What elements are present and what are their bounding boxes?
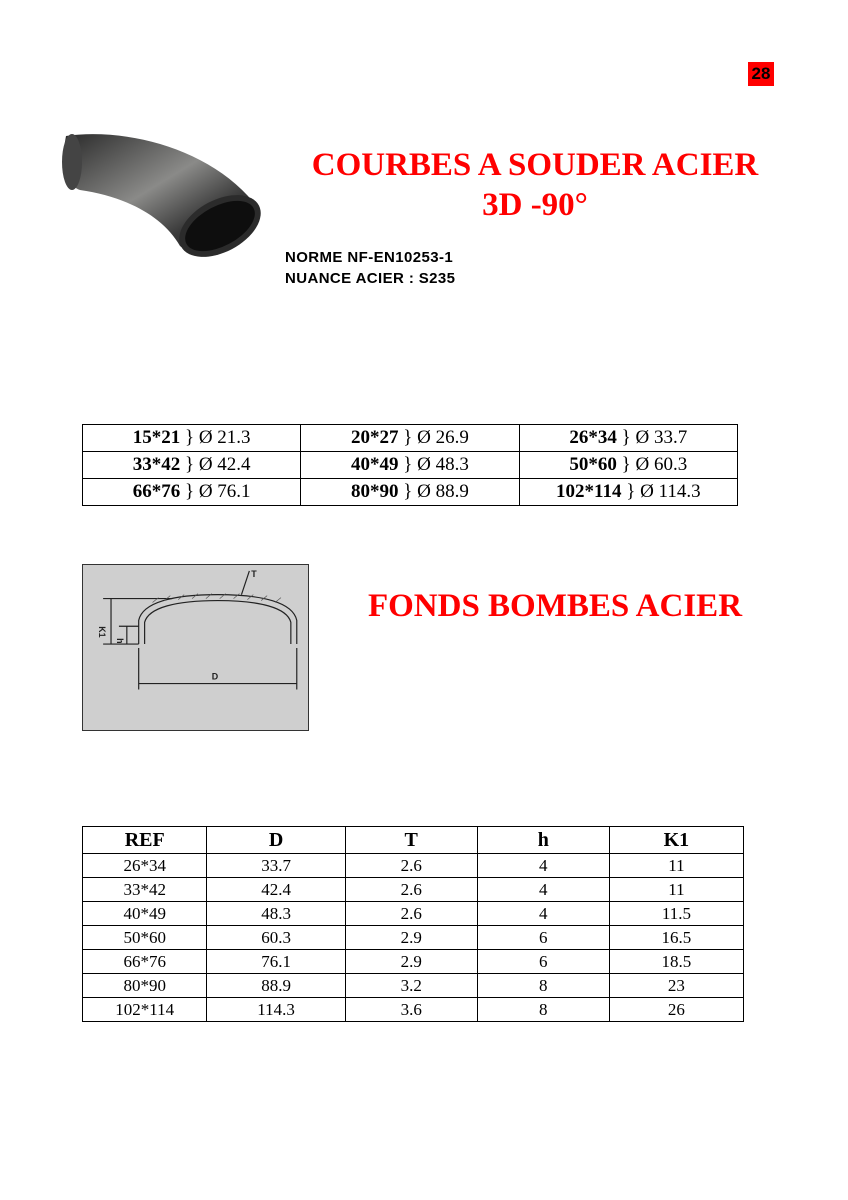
diameter-value: } Ø 48.3 (398, 454, 469, 475)
size-value: 15*21 (132, 427, 181, 448)
diagram-label-k1: K1 (97, 626, 108, 638)
diagram-label-t: T (251, 568, 257, 579)
table-cell: 2.9 (345, 926, 477, 950)
diameter-value: } Ø 33.7 (616, 427, 688, 448)
table-cell: 33*42 (83, 878, 207, 902)
spec-block (285, 247, 455, 289)
table-cell: 66*76 (83, 950, 207, 974)
table-row (83, 902, 744, 926)
fonds-table (82, 826, 744, 1022)
table-cell: 88.9 (207, 974, 345, 998)
diameter-value: } Ø 114.3 (621, 481, 701, 502)
section-title-fonds: FONDS BOMBES ACIER (367, 588, 743, 624)
size-value: 33*42 (132, 454, 181, 475)
diameter-value: } Ø 60.3 (616, 454, 688, 475)
table-cell: 76.1 (207, 950, 345, 974)
table-cell: 4 (477, 902, 609, 926)
column-header: h (477, 827, 609, 854)
title-line-1: COURBES A SOUDER ACIER (311, 147, 759, 183)
size-cell (301, 425, 519, 452)
diameter-value: } Ø 76.1 (180, 481, 251, 502)
size-cell (301, 479, 519, 506)
section-title-courbes (280, 145, 790, 225)
table-cell: 2.6 (345, 902, 477, 926)
table-cell: 60.3 (207, 926, 345, 950)
diameter-value: } Ø 88.9 (398, 481, 469, 502)
table-cell: 4 (477, 878, 609, 902)
table-cell: 50*60 (83, 926, 207, 950)
table-cell: 16.5 (609, 926, 743, 950)
table-cell: 42.4 (207, 878, 345, 902)
table-cell: 26 (609, 998, 743, 1022)
table-cell: 48.3 (207, 902, 345, 926)
size-value: 102*114 (556, 481, 622, 502)
table-cell: 33.7 (207, 854, 345, 878)
table-cell: 8 (477, 998, 609, 1022)
column-header: D (207, 827, 345, 854)
title-line-2: 3D -90° (482, 187, 588, 223)
table-cell: 3.6 (345, 998, 477, 1022)
size-cell (519, 452, 737, 479)
column-header: REF (83, 827, 207, 854)
size-cell (301, 452, 519, 479)
table-row (83, 425, 738, 452)
table-row (83, 878, 744, 902)
diagram-label-d: D (211, 671, 219, 682)
table-cell: 3.2 (345, 974, 477, 998)
table-row (83, 950, 744, 974)
table-cell: 2.6 (345, 854, 477, 878)
size-cell (519, 479, 737, 506)
nuance-text: NUANCE ACIER : S235 (285, 270, 456, 287)
table-cell: 2.6 (345, 878, 477, 902)
table-cell: 26*34 (83, 854, 207, 878)
table-row (83, 479, 738, 506)
elbow-pipe-image (52, 126, 264, 262)
size-value: 66*76 (132, 481, 181, 502)
diameter-value: } Ø 26.9 (398, 427, 469, 448)
size-value: 40*49 (351, 454, 399, 475)
size-cell (519, 425, 737, 452)
table-cell: 102*114 (83, 998, 207, 1022)
size-value: 50*60 (569, 454, 617, 475)
diagram-label-h: h (114, 638, 125, 644)
table-cell: 18.5 (609, 950, 743, 974)
size-cell (83, 479, 301, 506)
size-cell (83, 452, 301, 479)
diameter-value: } Ø 42.4 (180, 454, 251, 475)
size-value: 20*27 (351, 427, 399, 448)
table-cell: 2.9 (345, 950, 477, 974)
table-cell: 6 (477, 926, 609, 950)
diameter-value: } Ø 21.3 (180, 427, 251, 448)
table-cell: 11 (609, 878, 743, 902)
dished-end-diagram (82, 564, 309, 731)
table-row (83, 926, 744, 950)
sizes-table (82, 424, 738, 506)
table-cell: 80*90 (83, 974, 207, 998)
table-cell: 114.3 (207, 998, 345, 1022)
table-cell: 4 (477, 854, 609, 878)
table-cell: 8 (477, 974, 609, 998)
table-cell: 11.5 (609, 902, 743, 926)
column-header: K1 (609, 827, 743, 854)
table-row (83, 998, 744, 1022)
page-number: 28 (748, 62, 774, 86)
table-header-row (83, 827, 744, 854)
size-value: 80*90 (351, 481, 399, 502)
norme-text: NORME NF-EN10253-1 (285, 249, 454, 266)
size-cell (83, 425, 301, 452)
table-cell: 6 (477, 950, 609, 974)
table-cell: 40*49 (83, 902, 207, 926)
table-row (83, 452, 738, 479)
table-cell: 11 (609, 854, 743, 878)
table-row (83, 854, 744, 878)
table-cell: 23 (609, 974, 743, 998)
table-row (83, 974, 744, 998)
size-value: 26*34 (569, 427, 617, 448)
column-header: T (345, 827, 477, 854)
